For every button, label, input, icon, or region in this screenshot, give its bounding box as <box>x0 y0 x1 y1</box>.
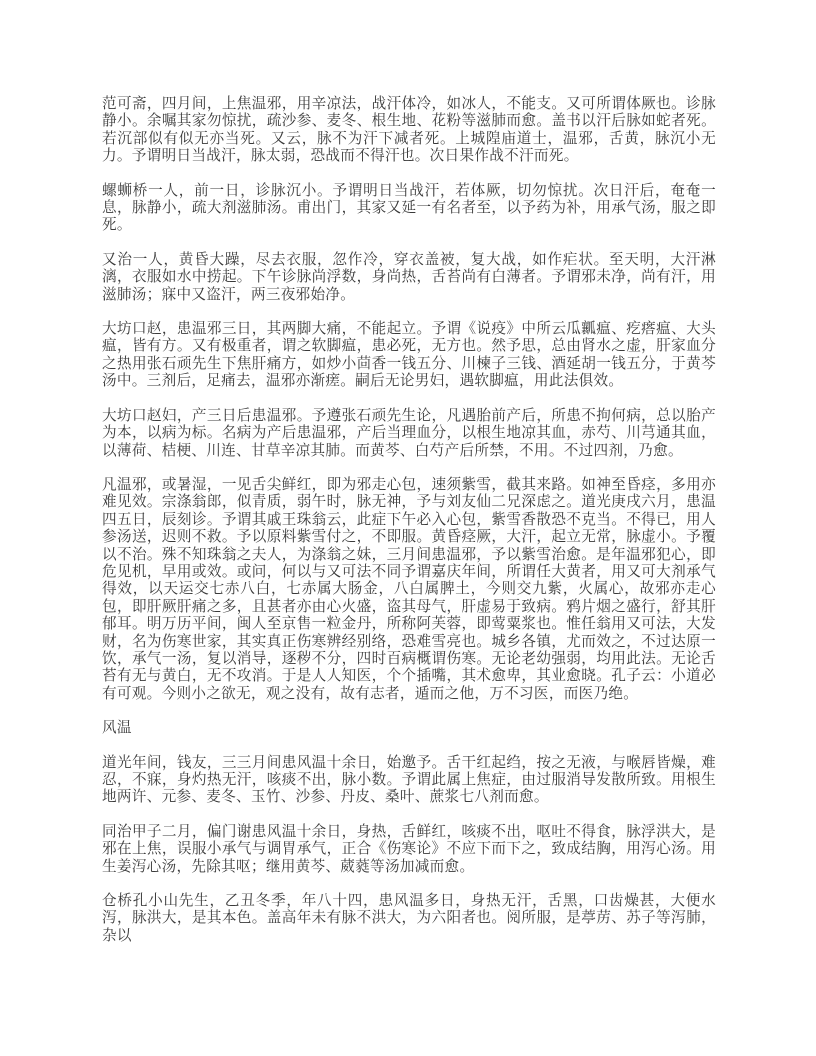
paragraph-case-another-patient: 又治一人，黄昏大躁，尽去衣服，忽作冷，穿衣盖被，复大战，如作疟状。至天明，大汗淋漓，衣服如水中捞起。下午诊脉尚浮数，身尚热，舌苔尚有白薄者。予谓邪未净，尚有汗，用滋肺汤；寐中又盗汗，两三夜邪始净。 <box>102 251 716 303</box>
paragraph-case-pianmen-xie: 同治甲子二月，偏门谢患风温十余日，身热，舌鲜红，咳痰不出，呕吐不得食，脉浮洪大，是邪在上焦，误服小承气与调胃承气，正合《伤寒论》不应下而下之，致成结胸，用泻心汤。用生姜泻心汤，先除其呕；继用黄芩、葳蕤等汤加减而愈。 <box>102 823 716 875</box>
paragraph-discussion-wenxie: 凡温邪，或暑湿，一见舌尖鲜红，即为邪走心包，速须紫雪，截其来路。如神至昏痉，多用亦难见效。宗涤翁郎，似青质，弱午时，脉无神，予与刘友仙二兄深虑之。道光庚戌六月，患温四五日，辰刻诊。予谓其戚王珠翁云，此症下午必入心包，紫雪香散恐不克当。不得已，用人参汤送，迟则不救。予以原料紫雪付之，不即服。黄昏痉厥，大汗，起立无常，脉虚小。予覆以不治。殊不知珠翁之夫人，为涤翁之妹，三月间患温邪，予以紫雪治愈。是年温邪犯心，即危见机，早用或效。或问，何以与又可法不同予谓嘉庆年间，所谓任大黄者，用又可大剂承气得效，以天运交七赤八白，七赤属大肠金，八白属脾土，今则交九紫，火属心，故邪亦走心包，即肝厥肝痛之多，且甚者亦由心火盛，盗其母气，肝虚易于致病。鸦片烟之盛行，舒其肝郁耳。明万历平间，闽人至京售一粒金丹，所称阿芙蓉，即莺粟浆也。惟任翁用又可法，大发财，名为伤寒世家，其实真正伤寒辨经别络，恐难雪亮也。城乡各镇，尤而效之，不过达原一饮，承气一汤，复以消导，逐秽不分，四时百病概谓伤寒。无论老幼强弱，均用此法。无论舌苔有无与黄白，无不攻消。于是人人知医，个个插嘴，其术愈卑，其业愈晓。孔子云：小道必有可观。今则小之欲无，观之没有，故有志者，遁而之他，万不习医，而医乃绝。 <box>102 476 716 702</box>
paragraph-case-luosiqiao: 螺蛳桥一人，前一日，诊脉沉小。予谓明日当战汗，若体厥，切勿惊扰。次日汗后，奄奄一息，脉静小，疏大剂滋肺汤。甫出门，其家又延一有名者至，以予药为补，用承气汤，服之即死。 <box>102 182 716 234</box>
paragraph-case-dafangkou-zhao-wife: 大坊口赵妇，产三日后患温邪。予遵张石顽先生论，凡遇胎前产后，所患不拘何病，总以胎产为本，以病为标。名病为产后患温邪，产后当理血分，以根生地凉其血，赤芍、川芎通其血，以薄荷、桔梗、川连、甘草辛凉其肺。而黄芩、白芍产后所禁，不用。不过四剂，乃愈。 <box>102 407 716 459</box>
paragraph-case-kong-xiaoshan: 仓桥孔小山先生，乙丑冬季，年八十四，患风温多日，身热无汗，舌黑，口齿燥甚，大便水泻，脉洪大，是其本色。盖高年未有脉不洪大，为六阳者也。阅所服，是葶苈、苏子等泻肺，杂以 <box>102 893 716 944</box>
section-heading-fengwen: 风温 <box>102 720 132 737</box>
paragraph-case-fankezhai: 范可斋，四月间，上焦温邪，用辛凉法，战汗体冷，如冰人，不能支。又可所谓体厥也。诊脉静小。余嘱其家勿惊扰，疏沙参、麦冬、根生地、花粉等滋肺而愈。盖书以汗后脉如蛇者死。若沉部似有似无亦当死。又云，脉不为汗下减者死。上城隍庙道士，温邪，舌黄，脉沉小无力。予谓明日当战汗，脉太弱，恐战而不得汗也。次日果作战不汗而死。 <box>102 96 716 165</box>
paragraph-case-qianyou: 道光年间，钱友，三三月间患风温十余日，始邀予。舌干红起绉，按之无液，与喉唇皆燥，难忍，不寐，身灼热无汗，咳痰不出，脉小数。予谓此属上焦症，由过服消导发散所致。用根生地两许、元参、麦冬、玉竹、沙参、丹皮、桑叶、蔗浆七八剂而愈。 <box>102 754 716 806</box>
paragraph-case-dafangkou-zhao: 大坊口赵，患温邪三日，其两脚大痛，不能起立。予谓《说疫》中所云瓜瓤瘟、疙瘩瘟、大头瘟，皆有方。又有极重者，谓之软脚瘟，患必死，无方也。然予思，总由肾水之虚，肝家血分之热用张石顽先生下焦肝痛方，如炒小茴香一钱五分、川楝子三钱、酒延胡一钱五分，于黄芩汤中。三剂后，足痛去，温邪亦渐瘥。嗣后无论男妇，遇软脚瘟，用此法俱效。 <box>102 321 716 390</box>
